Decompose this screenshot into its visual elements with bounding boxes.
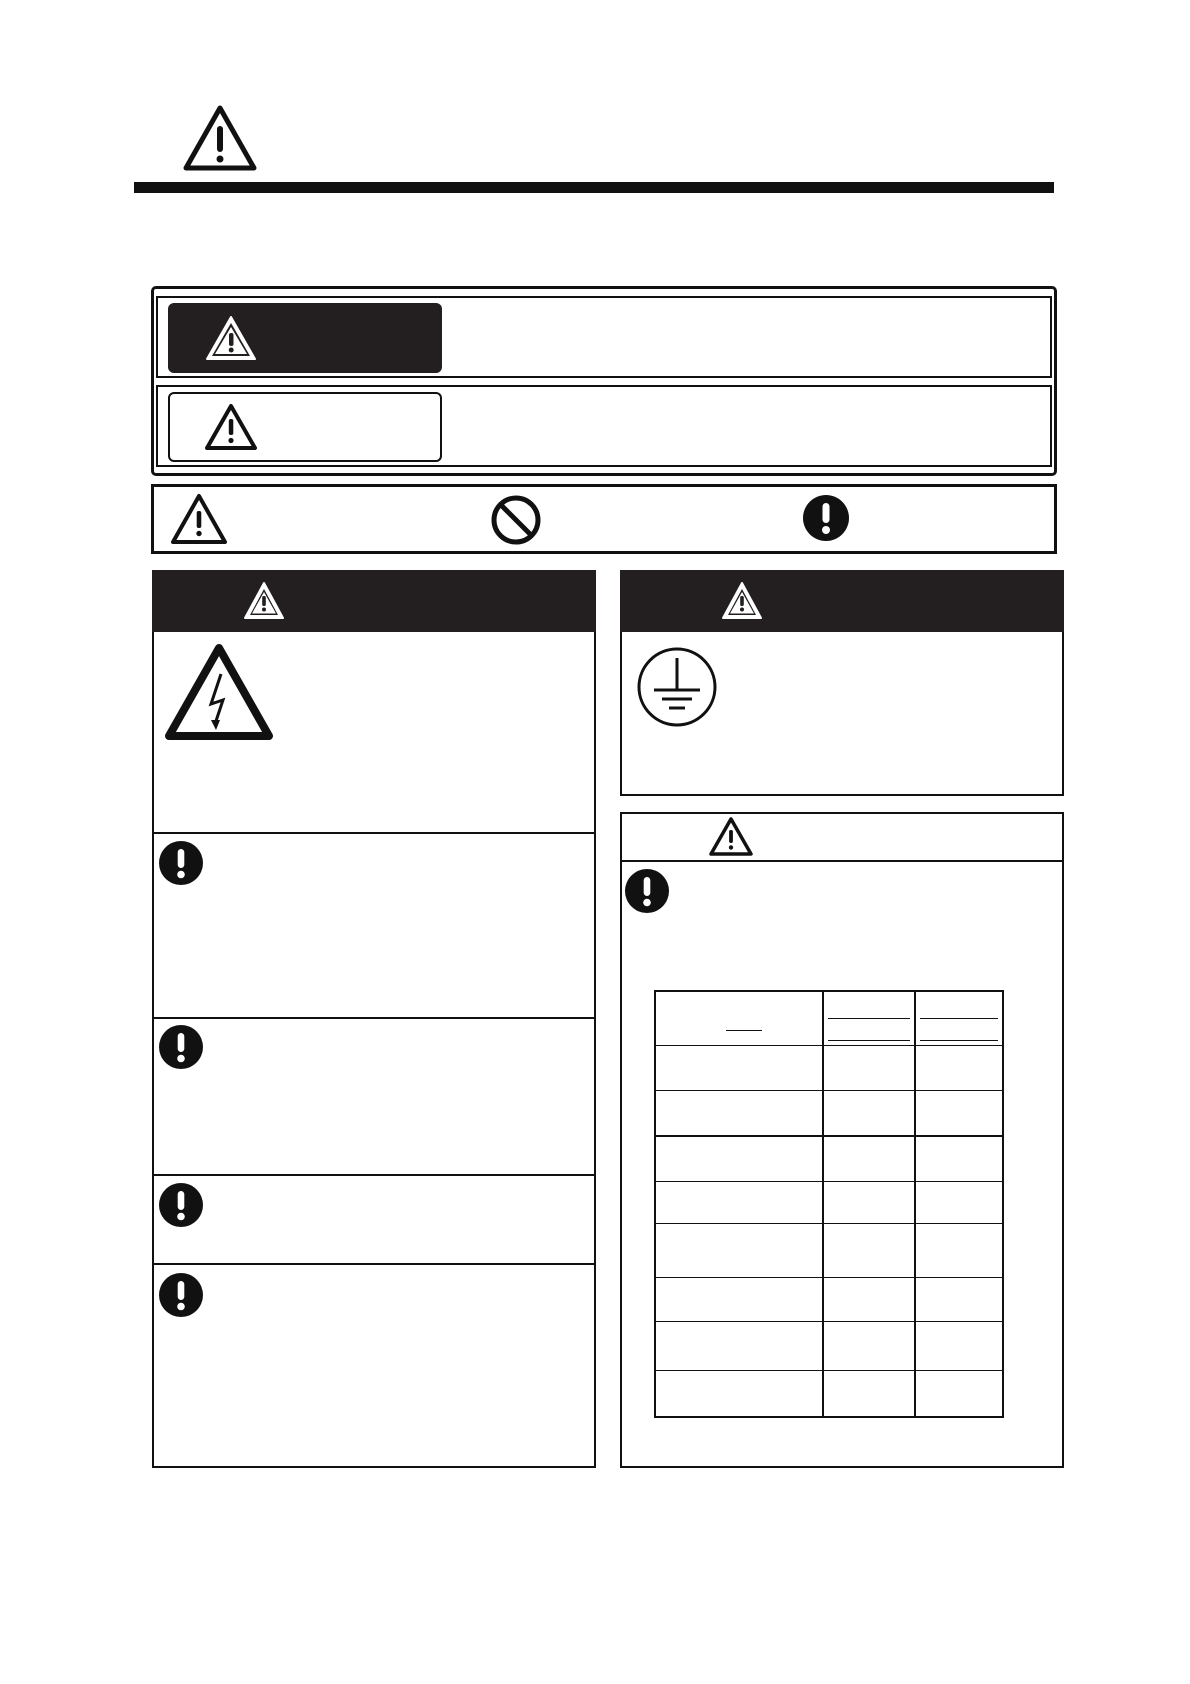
table-header-rule [920, 1018, 998, 1019]
table-header-underline [726, 1030, 762, 1031]
right-panel-bottom-header [620, 812, 1064, 862]
table-row-line [656, 1090, 1002, 1091]
left-divider [152, 1017, 596, 1019]
compass-safe-distance-table [654, 990, 1004, 1418]
mandatory-action-icon [158, 1182, 204, 1228]
warning-icon [242, 580, 286, 622]
mandatory-action-icon [158, 1024, 204, 1070]
table-row-line [656, 1277, 1002, 1278]
symbol-legend [151, 484, 1057, 554]
electric-shock-icon [163, 642, 275, 744]
table-row-line [656, 1223, 1002, 1224]
table-row-line [656, 1045, 1002, 1046]
left-divider [152, 832, 596, 834]
table-row-line [656, 1370, 1002, 1371]
mandatory-action-icon [158, 1272, 204, 1318]
warning-triangle-icon [170, 492, 228, 546]
mandatory-action-icon [158, 840, 204, 886]
right-panel-top-header [620, 570, 1064, 632]
table-header-rule [920, 1040, 998, 1041]
signal-label-warning [168, 303, 442, 373]
table-row-line [656, 1181, 1002, 1182]
table-row-line [656, 1135, 1002, 1137]
warning-icon [708, 816, 754, 858]
left-divider [152, 1263, 596, 1265]
heading-rule [134, 182, 1054, 193]
left-panel-header [152, 570, 596, 632]
page-heading-warning-icon [183, 104, 257, 172]
table-column-divider [822, 992, 824, 1416]
left-divider [152, 1174, 596, 1176]
warning-icon [204, 402, 258, 452]
table-header-rule [828, 1018, 910, 1019]
prohibition-icon [490, 494, 542, 546]
mandatory-action-icon [802, 494, 850, 542]
table-column-divider [914, 992, 916, 1416]
protective-ground-icon [636, 646, 718, 728]
table-header-rule [828, 1040, 910, 1041]
signal-label-caution [168, 392, 442, 462]
warning-icon [204, 313, 258, 363]
table-row-line [656, 1321, 1002, 1322]
warning-icon [720, 580, 764, 622]
mandatory-action-icon [624, 868, 670, 914]
